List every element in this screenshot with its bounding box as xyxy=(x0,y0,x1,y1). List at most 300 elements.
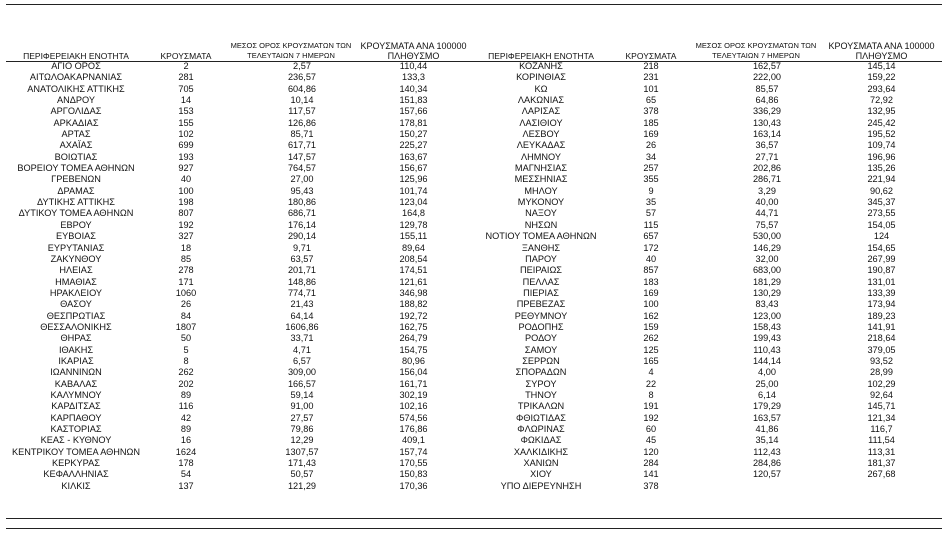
cases-per-100000: 154,05 xyxy=(867,219,896,230)
seven-day-average: 9,71 xyxy=(293,242,311,253)
seven-day-average: 774,71 xyxy=(287,287,317,298)
case-count: 35 xyxy=(645,197,657,208)
region-name: ΚΑΡΔΙΤΣΑΣ xyxy=(51,401,101,412)
cases-per-100000: 92,64 xyxy=(870,389,893,400)
seven-day-average: 32,00 xyxy=(755,253,779,264)
table-row xyxy=(6,208,942,219)
cases-per-100000: 190,87 xyxy=(867,265,896,276)
cases-per-100000: 131,01 xyxy=(867,276,896,287)
case-count: 85 xyxy=(180,253,192,264)
region-name: ΑΡΓΟΛΙΔΑΣ xyxy=(50,106,102,117)
region-name: ΔΥΤΙΚΟΥ ΤΟΜΕΑ ΑΘΗΝΩΝ xyxy=(18,208,134,219)
seven-day-average: 110,43 xyxy=(753,344,781,355)
seven-day-average: 50,57 xyxy=(290,469,314,480)
region-name: ΦΘΙΩΤΙΔΑΣ xyxy=(515,412,566,423)
seven-day-average: 64,14 xyxy=(290,310,314,321)
case-count: 101 xyxy=(643,83,659,94)
seven-day-average: 171,43 xyxy=(287,458,317,469)
cases-per-100000: 409,1 xyxy=(402,435,425,446)
region-name: ΕΥΡΥΤΑΝΙΑΣ xyxy=(47,242,105,253)
seven-day-average: 4,00 xyxy=(758,367,776,378)
region-name: ΛΑΣΙΘΙΟΥ xyxy=(519,117,563,128)
cases-per-100000: 164,8 xyxy=(402,208,425,219)
region-name: ΝΗΣΩΝ xyxy=(524,219,558,230)
table-row xyxy=(6,333,942,344)
seven-day-average: 83,43 xyxy=(755,299,779,310)
region-name: ΕΒΡΟΥ xyxy=(60,219,92,230)
region-name: ΕΥΒΟΙΑΣ xyxy=(56,231,96,242)
header-region: ΠΕΡΙΦΕΡΕΙΑΚΗ ΕΝΟΤΗΤΑ xyxy=(488,51,594,61)
case-count: 281 xyxy=(178,72,194,83)
case-count: 125 xyxy=(643,344,659,355)
table-row xyxy=(6,129,942,140)
case-count: 183 xyxy=(643,276,659,287)
seven-day-average: 41,86 xyxy=(755,424,779,434)
seven-day-average: 199,43 xyxy=(752,333,782,344)
table-row xyxy=(6,390,942,401)
table-row xyxy=(6,197,942,208)
region-name: ΖΑΚΥΝΘΟΥ xyxy=(50,253,102,264)
cases-per-100000: 155,11 xyxy=(399,231,428,242)
table-row xyxy=(6,265,942,276)
region-name: ΘΕΣΣΑΛΟΝΙΚΗΣ xyxy=(40,321,112,332)
cases-per-100000 xyxy=(821,481,942,492)
seven-day-average: 284,86 xyxy=(752,458,782,469)
table-row xyxy=(6,401,942,412)
region-name: ΗΛΕΙΑΣ xyxy=(59,265,93,276)
cases-per-100000: 110,44 xyxy=(399,61,428,71)
seven-day-average: 130,43 xyxy=(752,117,782,128)
bottom-rule xyxy=(6,518,942,519)
bottom-rule xyxy=(6,528,942,529)
case-count: 100 xyxy=(643,299,659,310)
table-row xyxy=(6,61,942,72)
case-count: 193 xyxy=(178,151,194,162)
region-name: ΛΕΣΒΟΥ xyxy=(522,129,560,140)
cases-per-100000: 162,75 xyxy=(399,321,428,332)
case-count: 231 xyxy=(643,72,659,83)
region-name: ΑΡΚΑΔΙΑΣ xyxy=(53,117,99,128)
region-name: ΠΕΙΡΑΙΩΣ xyxy=(520,265,562,276)
seven-day-average: 683,00 xyxy=(752,265,782,276)
header-region: ΠΕΡΙΦΕΡΕΙΑΚΗ ΕΝΟΤΗΤΑ xyxy=(23,51,129,61)
seven-day-average: 112,43 xyxy=(753,446,781,457)
cases-per-100000: 245,42 xyxy=(867,117,896,128)
table-row xyxy=(6,174,942,185)
seven-day-average: 146,29 xyxy=(752,242,782,253)
region-name: ΓΡΕΒΕΝΩΝ xyxy=(51,174,101,185)
header-cases-per-100000: ΚΡΟΥΣΜΑΤΑ ΑΝΑ 100000 ΠΛΗΘΥΣΜΟ xyxy=(360,41,467,61)
table-row xyxy=(6,435,942,446)
seven-day-average: 126,86 xyxy=(287,117,317,128)
cases-per-100000: 90,62 xyxy=(870,185,893,196)
case-count: 18 xyxy=(180,242,192,253)
table-row xyxy=(6,72,942,83)
table-body xyxy=(6,61,942,492)
case-count: 45 xyxy=(645,435,657,446)
region-name: ΚΟΡΙΝΘΙΑΣ xyxy=(516,72,566,83)
seven-day-average: 176,14 xyxy=(287,219,317,230)
region-name: ΘΗΡΑΣ xyxy=(60,333,92,344)
case-count: 50 xyxy=(180,333,192,344)
seven-day-average: 40,00 xyxy=(755,197,779,208)
region-name: ΡΟΔΟΥ xyxy=(524,333,557,344)
cases-per-100000: 346,98 xyxy=(399,287,428,298)
seven-day-average: 1307,57 xyxy=(285,446,319,457)
region-name: ΚΙΛΚΙΣ xyxy=(61,480,91,491)
cases-per-100000: 111,54 xyxy=(868,435,895,446)
cases-per-100000: 145,71 xyxy=(867,401,896,412)
region-name: ΡΟΔΟΠΗΣ xyxy=(518,321,564,332)
seven-day-average: 91,00 xyxy=(290,401,314,412)
case-count: 65 xyxy=(645,95,657,106)
seven-day-average: 286,71 xyxy=(752,174,782,185)
region-name: ΚΑΣΤΟΡΙΑΣ xyxy=(50,424,102,434)
region-name: ΔΥΤΙΚΗΣ ΑΤΤΙΚΗΣ xyxy=(37,197,115,208)
case-count: 8 xyxy=(648,389,654,400)
region-name: ΑΧΑΪΑΣ xyxy=(59,140,93,151)
case-count: 5 xyxy=(183,344,189,355)
cases-per-100000: 379,05 xyxy=(867,344,896,355)
case-count: 115 xyxy=(643,219,659,230)
seven-day-average: 63,57 xyxy=(290,253,314,264)
region-name: ΦΩΚΙΔΑΣ xyxy=(520,435,562,446)
seven-day-average: 202,86 xyxy=(752,163,782,174)
seven-day-average: 27,71 xyxy=(755,151,779,162)
case-count: 54 xyxy=(180,469,192,480)
cases-per-100000: 181,37 xyxy=(867,458,896,469)
table-row xyxy=(6,458,942,469)
seven-day-average: 120,57 xyxy=(752,469,782,480)
region-name: ΠΙΕΡΙΑΣ xyxy=(523,287,559,298)
seven-day-average: 764,57 xyxy=(287,163,317,174)
cases-per-100000: 102,29 xyxy=(867,378,896,389)
case-count: 159 xyxy=(643,321,659,332)
case-count: 40 xyxy=(180,174,192,185)
seven-day-average: 336,29 xyxy=(752,106,782,117)
cases-per-100000: 159,22 xyxy=(867,72,896,83)
seven-day-average: 180,86 xyxy=(287,197,317,208)
region-name: ΘΕΣΠΡΩΤΙΑΣ xyxy=(46,310,106,321)
seven-day-average: 21,43 xyxy=(290,299,314,310)
cases-per-100000: 124 xyxy=(873,231,890,242)
cases-per-100000: 218,64 xyxy=(867,333,896,344)
case-count: 40 xyxy=(645,253,657,264)
region-name: ΣΕΡΡΩΝ xyxy=(522,355,560,366)
cases-per-100000: 109,74 xyxy=(867,140,896,151)
case-count: 657 xyxy=(643,231,659,242)
region-name: ΜΥΚΟΝΟΥ xyxy=(517,197,565,208)
region-name: ΙΘΑΚΗΣ xyxy=(58,344,94,355)
seven-day-average: 179,29 xyxy=(752,401,782,412)
region-name: ΣΑΜΟΥ xyxy=(524,344,558,355)
case-count: 153 xyxy=(178,106,194,117)
region-name: ΝΑΞΟΥ xyxy=(525,208,557,219)
case-count: 84 xyxy=(180,310,192,321)
region-name: ΑΡΤΑΣ xyxy=(61,129,91,140)
region-name: ΙΚΑΡΙΑΣ xyxy=(58,355,94,366)
case-count: 89 xyxy=(180,389,192,400)
table-row xyxy=(6,469,942,480)
seven-day-average: 4,71 xyxy=(293,344,311,355)
region-name: ΘΑΣΟΥ xyxy=(60,299,92,310)
region-name: ΚΑΡΠΑΘΟΥ xyxy=(50,412,102,423)
region-name: ΔΡΑΜΑΣ xyxy=(57,185,95,196)
case-count: 57 xyxy=(645,208,657,219)
seven-day-average: 309,00 xyxy=(287,367,317,378)
case-count: 137 xyxy=(178,480,194,491)
seven-day-average: 144,14 xyxy=(752,355,782,366)
region-name: ΚΑΒΑΛΑΣ xyxy=(54,378,98,389)
cases-per-100000: 196,96 xyxy=(867,151,896,162)
cases-per-100000: 125,96 xyxy=(399,174,428,185)
cases-per-100000: 113,31 xyxy=(867,446,896,457)
table-row xyxy=(6,424,942,435)
region-name: ΧΑΛΚΙΔΙΚΗΣ xyxy=(513,446,569,457)
seven-day-average: 6,57 xyxy=(293,355,311,366)
case-count: 284 xyxy=(643,458,659,469)
case-count: 699 xyxy=(178,140,194,151)
seven-day-average: 117,57 xyxy=(288,106,316,117)
seven-day-average: 130,29 xyxy=(752,287,782,298)
region-name: ΑΝΑΤΟΛΙΚΗΣ ΑΤΤΙΚΗΣ xyxy=(27,83,125,94)
cases-per-100000: 141,91 xyxy=(867,321,896,332)
case-count: 34 xyxy=(645,151,657,162)
cases-per-100000: 161,71 xyxy=(399,378,428,389)
region-name: ΜΕΣΣΗΝΙΑΣ xyxy=(514,174,568,185)
cases-per-100000: 173,94 xyxy=(867,299,896,310)
case-count: 257 xyxy=(643,163,659,174)
seven-day-average: 166,57 xyxy=(287,378,317,389)
table-row xyxy=(6,288,942,299)
region-name: ΚΟΖΑΝΗΣ xyxy=(519,61,563,71)
region-name: ΑΓΙΟ ΟΡΟΣ xyxy=(51,61,101,71)
header-cases: ΚΡΟΥΣΜΑΤΑ xyxy=(160,51,212,61)
cases-per-100000: 133,39 xyxy=(867,287,896,298)
region-name: ΚΕΝΤΡΙΚΟΥ ΤΟΜΕΑ ΑΘΗΝΩΝ xyxy=(11,446,141,457)
case-count: 192 xyxy=(178,219,194,230)
cases-per-100000: 156,67 xyxy=(399,163,428,174)
region-name: ΛΑΚΩΝΙΑΣ xyxy=(517,95,565,106)
cases-per-100000: 80,96 xyxy=(402,355,425,366)
case-count: 2 xyxy=(183,61,189,71)
cases-per-100000: 150,83 xyxy=(399,469,428,480)
table-row xyxy=(6,84,942,95)
seven-day-average: 3,29 xyxy=(758,185,776,196)
case-count: 26 xyxy=(180,299,192,310)
header-seven-day-average: ΜΕΣΟΣ ΟΡΟΣ ΚΡΟΥΣΜΑΤΩΝ ΤΩΝ ΤΕΛΕΥΤΑΙΩΝ 7 ΗΜΕΡΩΝ xyxy=(695,41,817,60)
cases-per-100000: 170,55 xyxy=(399,458,428,469)
case-count: 165 xyxy=(643,355,659,366)
region-name: ΒΟΙΩΤΙΑΣ xyxy=(54,151,98,162)
header-seven-day-average: ΜΕΣΟΣ ΟΡΟΣ ΚΡΟΥΣΜΑΤΩΝ ΤΩΝ ΤΕΛΕΥΤΑΙΩΝ 7 ΗΜΕΡΩΝ xyxy=(230,41,352,60)
table-row xyxy=(6,413,942,424)
region-name: ΑΝΔΡΟΥ xyxy=(56,95,95,106)
cases-per-100000: 132,95 xyxy=(867,106,896,117)
cases-per-100000: 133,3 xyxy=(402,72,425,83)
cases-per-100000: 225,27 xyxy=(399,140,428,151)
table-row xyxy=(6,447,942,458)
cases-per-100000: 345,37 xyxy=(867,197,896,208)
cases-per-100000: 192,72 xyxy=(399,310,428,321)
case-count: 192 xyxy=(643,412,659,423)
region-name: ΑΙΤΩΛΟΑΚΑΡΝΑΝΙΑΣ xyxy=(29,72,123,83)
cases-per-100000: 302,19 xyxy=(399,389,428,400)
case-count: 14 xyxy=(180,95,192,106)
cases-per-100000: 145,14 xyxy=(867,61,896,71)
table-row xyxy=(6,95,942,106)
cases-per-100000: 129,78 xyxy=(399,219,428,230)
cases-per-100000: 102,16 xyxy=(399,401,428,412)
region-name: ΙΩΑΝΝΙΝΩΝ xyxy=(50,367,102,378)
seven-day-average: 1606,86 xyxy=(285,321,319,332)
seven-day-average: 10,14 xyxy=(290,95,314,106)
seven-day-average: 158,43 xyxy=(752,321,782,332)
cases-per-100000: 121,34 xyxy=(867,412,896,423)
seven-day-average: 59,14 xyxy=(290,389,314,400)
region-name: ΤΗΝΟΥ xyxy=(525,389,557,400)
top-rule xyxy=(6,4,942,5)
case-count: 262 xyxy=(643,333,659,344)
case-count: 169 xyxy=(643,287,659,298)
region-name: ΧΑΝΙΩΝ xyxy=(523,458,559,469)
cases-per-100000: 89,64 xyxy=(402,242,425,253)
region-name: ΛΑΡΙΣΑΣ xyxy=(521,106,561,117)
seven-day-average: 27,00 xyxy=(290,174,314,185)
seven-day-average: 201,71 xyxy=(287,265,317,276)
region-name: ΠΑΡΟΥ xyxy=(525,253,557,264)
cases-per-100000: 140,34 xyxy=(399,83,428,94)
seven-day-average: 12,29 xyxy=(290,435,314,446)
region-name: ΠΡΕΒΕΖΑΣ xyxy=(516,299,566,310)
seven-day-average: 85,71 xyxy=(290,129,314,140)
seven-day-average: 222,00 xyxy=(752,72,782,83)
case-count: 16 xyxy=(180,435,192,446)
cases-table xyxy=(6,34,942,492)
seven-day-average: 617,71 xyxy=(287,140,317,151)
case-count: 141 xyxy=(643,469,659,480)
table-row xyxy=(6,379,942,390)
seven-day-average: 95,43 xyxy=(290,185,314,196)
table-row xyxy=(6,186,942,197)
seven-day-average: 25,00 xyxy=(755,378,779,389)
cases-per-100000: 154,65 xyxy=(867,242,896,253)
table-row xyxy=(6,356,942,367)
case-count: 9 xyxy=(648,185,654,196)
region-name: ΚΕΑΣ - ΚΥΘΝΟΥ xyxy=(40,435,112,446)
seven-day-average: 27,57 xyxy=(290,412,314,423)
cases-per-100000: 28,99 xyxy=(870,367,893,378)
case-count: 927 xyxy=(178,163,194,174)
region-name: ΦΛΩΡΙΝΑΣ xyxy=(517,424,565,434)
table-row xyxy=(6,140,942,151)
cases-per-100000: 176,86 xyxy=(399,424,428,434)
region-name: ΥΠΟ ΔΙΕΡΕΥΝΗΣΗ xyxy=(500,480,582,491)
seven-day-average: 36,57 xyxy=(755,140,779,151)
cases-per-100000: 151,83 xyxy=(399,95,428,106)
case-count: 169 xyxy=(643,129,659,140)
table-row xyxy=(6,243,942,254)
region-name: ΜΑΓΝΗΣΙΑΣ xyxy=(514,163,568,174)
case-count: 191 xyxy=(643,401,659,412)
cases-per-100000: 221,94 xyxy=(867,174,896,185)
header-cases-per-100000: ΚΡΟΥΣΜΑΤΑ ΑΝΑ 100000 ΠΛΗΘΥΣΜΟ xyxy=(828,41,935,61)
cases-per-100000: 163,67 xyxy=(399,151,428,162)
case-count: 155 xyxy=(178,117,194,128)
seven-day-average: 530,00 xyxy=(752,231,782,242)
cases-per-100000: 178,81 xyxy=(399,117,428,128)
cases-per-100000: 293,64 xyxy=(867,83,896,94)
table-row xyxy=(6,367,942,378)
table-row xyxy=(6,322,942,333)
cases-per-100000: 264,79 xyxy=(399,333,428,344)
case-count: 26 xyxy=(645,140,657,151)
case-count: 185 xyxy=(643,117,659,128)
table-row xyxy=(6,481,942,492)
seven-day-average: 290,14 xyxy=(287,231,317,242)
cases-per-100000: 154,75 xyxy=(399,344,428,355)
region-name: ΝΟΤΙΟΥ ΤΟΜΕΑ ΑΘΗΝΩΝ xyxy=(485,231,597,242)
region-name: ΣΥΡΟΥ xyxy=(525,378,557,389)
case-count: 22 xyxy=(645,378,657,389)
header-cases: ΚΡΟΥΣΜΑΤΑ xyxy=(625,51,677,61)
region-name: ΛΕΥΚΑΔΑΣ xyxy=(516,140,566,151)
case-count: 42 xyxy=(180,412,192,423)
region-name: ΧΙΟΥ xyxy=(530,469,552,480)
table-row xyxy=(6,163,942,174)
cases-per-100000: 72,92 xyxy=(870,95,893,106)
case-count: 327 xyxy=(178,231,194,242)
seven-day-average: 2,57 xyxy=(293,61,311,71)
case-count: 262 xyxy=(178,367,194,378)
table-row xyxy=(6,220,942,231)
region-name: ΠΕΛΛΑΣ xyxy=(522,276,560,287)
case-count: 120 xyxy=(643,446,659,457)
case-count: 172 xyxy=(643,242,659,253)
case-count: 278 xyxy=(178,265,194,276)
cases-per-100000: 195,52 xyxy=(867,129,896,140)
cases-per-100000: 116,7 xyxy=(870,424,893,434)
case-count: 116 xyxy=(178,401,194,412)
region-name: ΡΕΘΥΜΝΟΥ xyxy=(514,310,568,321)
region-name: ΤΡΙΚΑΛΩΝ xyxy=(517,401,565,412)
case-count: 1624 xyxy=(175,446,197,457)
region-name: ΚΑΛΥΜΝΟΥ xyxy=(50,389,102,400)
case-count: 1060 xyxy=(175,287,197,298)
cases-per-100000: 174,51 xyxy=(399,265,428,276)
seven-day-average: 44,71 xyxy=(755,208,779,219)
case-count: 378 xyxy=(643,106,659,117)
cases-per-100000: 208,54 xyxy=(399,253,428,264)
case-count: 171 xyxy=(178,276,194,287)
seven-day-average: 181,29 xyxy=(752,276,782,287)
case-count: 1807 xyxy=(175,321,197,332)
seven-day-average: 123,00 xyxy=(752,310,782,321)
cases-per-100000: 267,68 xyxy=(867,469,896,480)
region-name: ΛΗΜΝΟΥ xyxy=(520,151,562,162)
case-count: 60 xyxy=(645,424,657,434)
cases-per-100000: 170,36 xyxy=(399,480,428,491)
region-name: ΞΑΝΘΗΣ xyxy=(521,242,561,253)
table-row xyxy=(6,118,942,129)
region-name: ΚΕΦΑΛΛΗΝΙΑΣ xyxy=(43,469,109,480)
cases-per-100000: 189,23 xyxy=(867,310,896,321)
cases-per-100000: 188,82 xyxy=(399,299,428,310)
region-name: ΣΠΟΡΑΔΩΝ xyxy=(515,367,567,378)
case-count: 705 xyxy=(178,83,194,94)
case-count: 102 xyxy=(178,129,194,140)
seven-day-average: 85,57 xyxy=(755,83,779,94)
